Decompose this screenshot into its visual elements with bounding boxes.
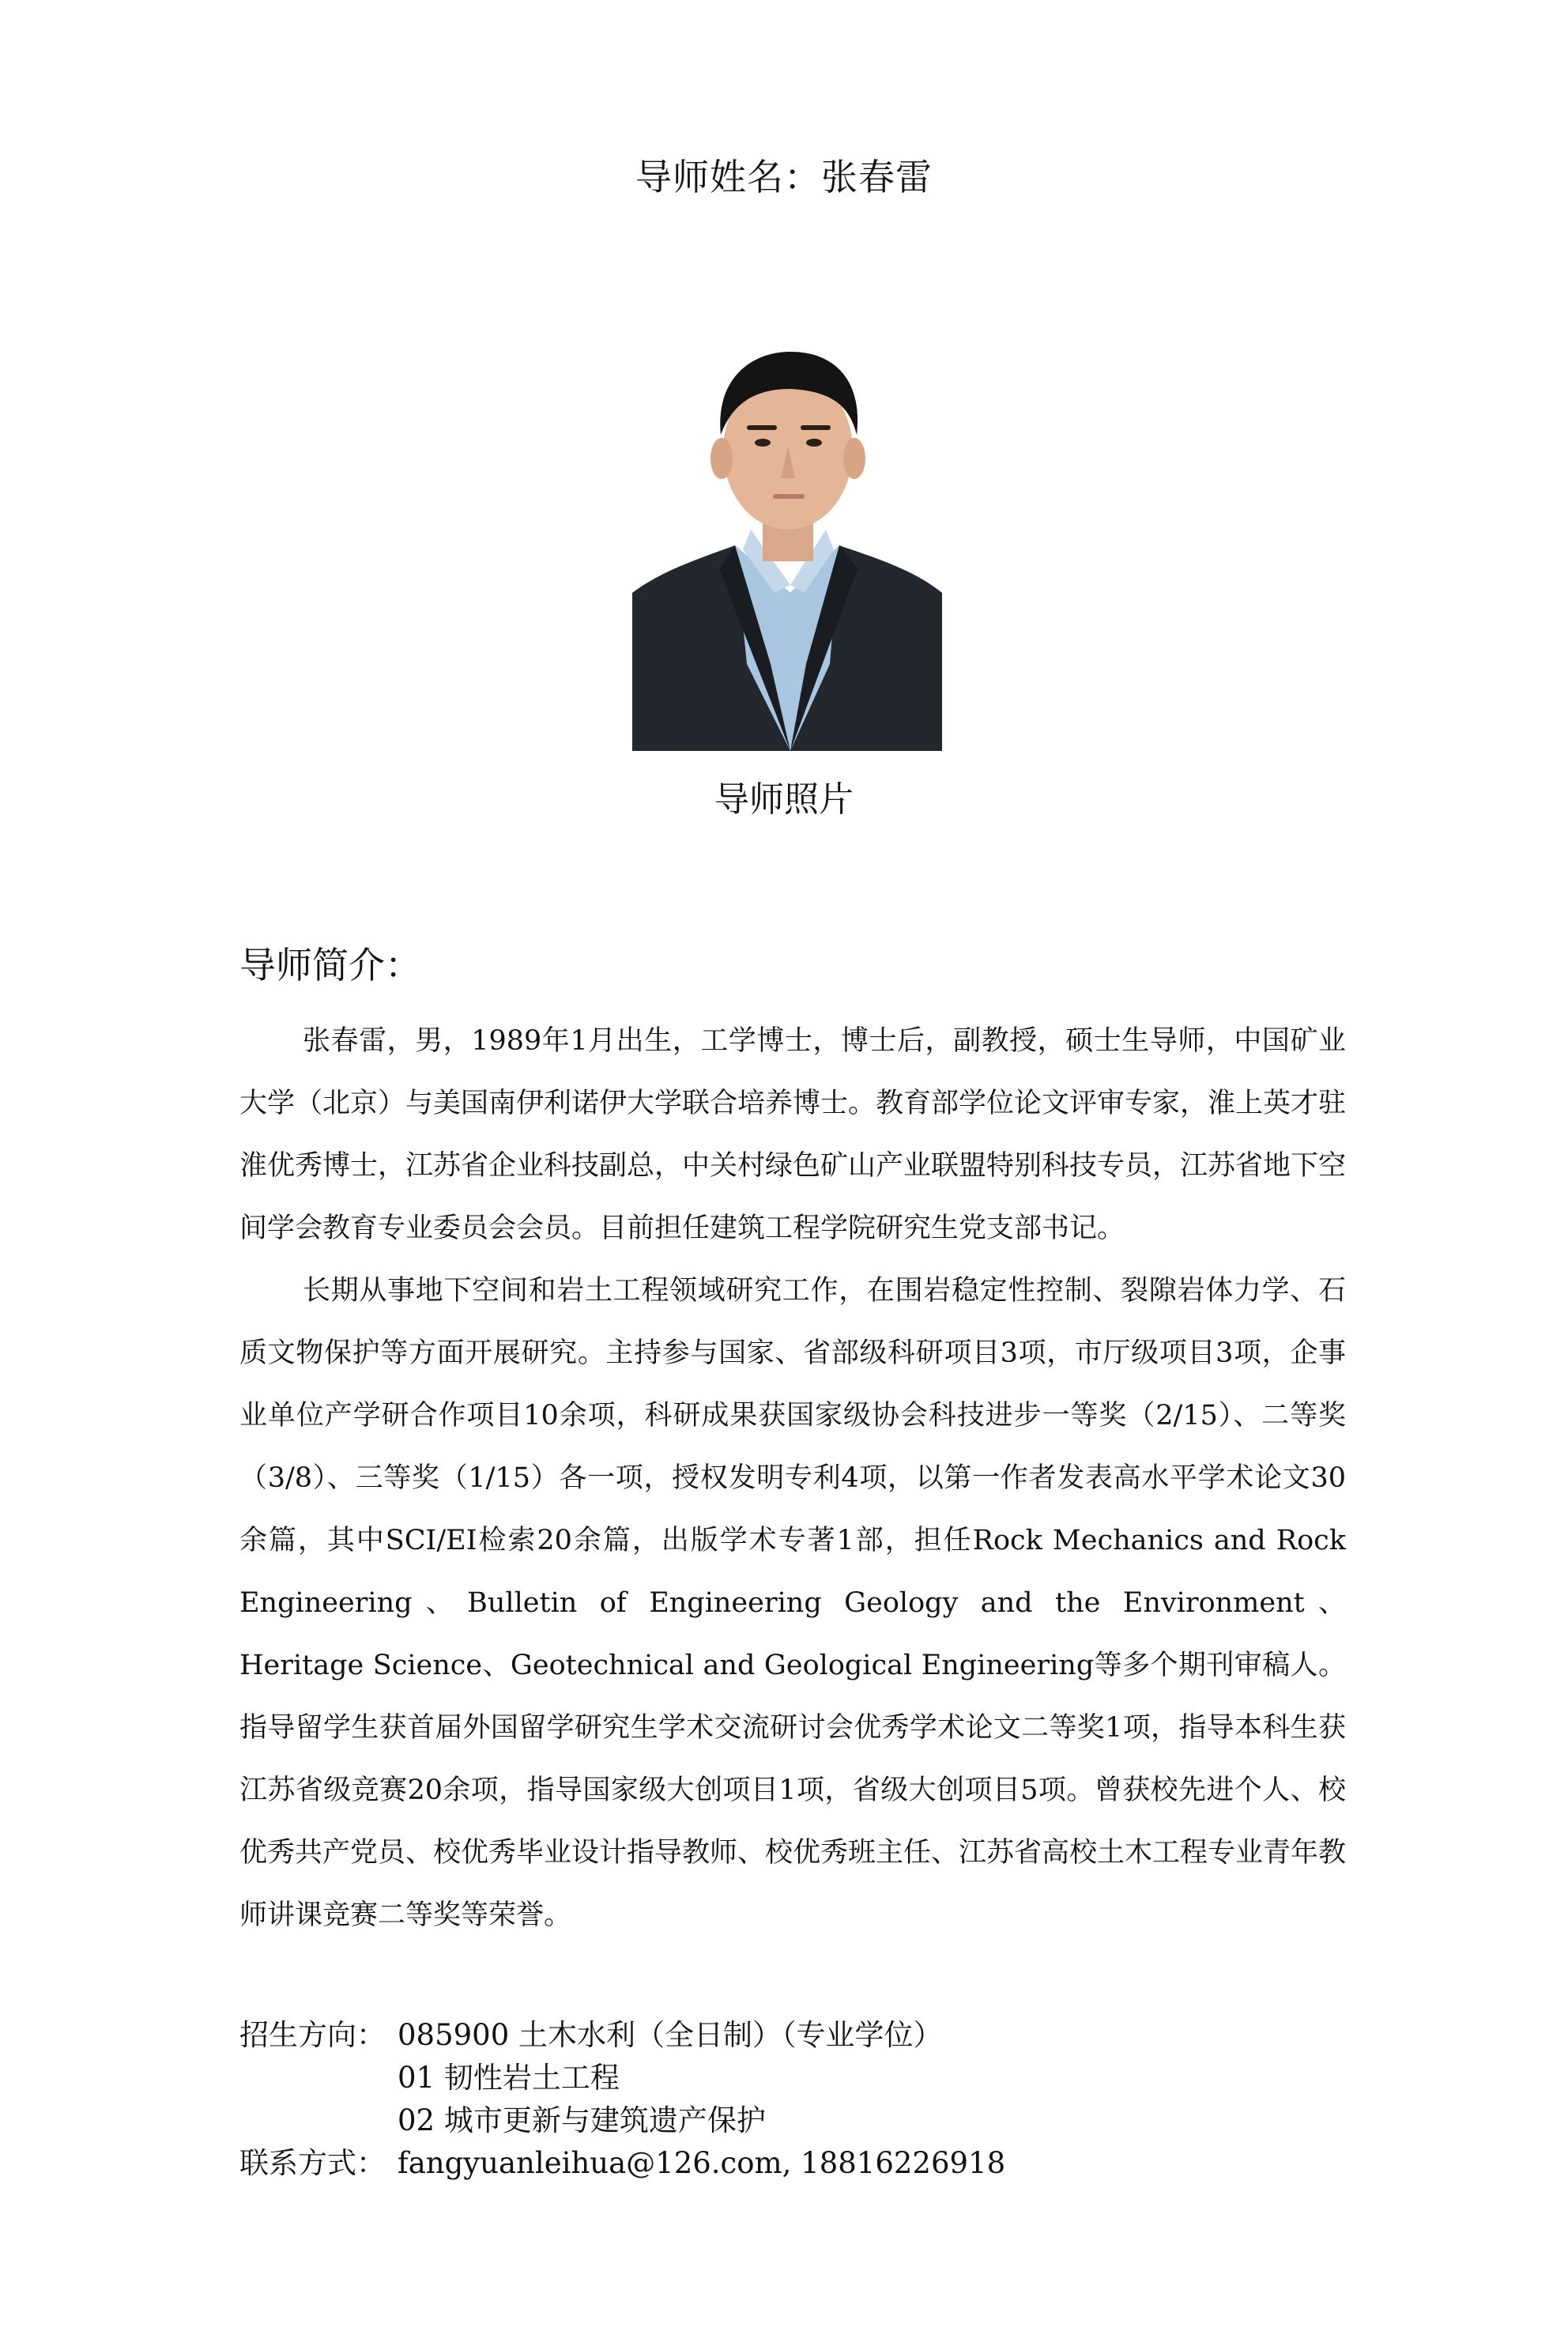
contact-value[interactable]: fangyuanleihua@126.com, 18816226918	[398, 2146, 1006, 2180]
recruitment-row	[239, 2014, 1346, 2057]
contact-row	[239, 2142, 1346, 2185]
intro-heading: 导师简介：	[239, 944, 421, 986]
direction-item: 02 城市更新与建筑遗产保护	[398, 2103, 766, 2137]
bio-paragraph: 长期从事地下空间和岩土工程领域研究工作，在围岩稳定性控制、裂隙岩体力学、石质文物保护等方面开展研究。主持参与国家、省部级科研项目3项，市厅级项目3项，企事业单位产学研合作项目10余项，科研成果获国家级协会科技进步一等奖（2/15）、二等奖（3/8）、三等奖（1/15）各一项，授权发明专利4项，以第一作者发表高水平学术论文30余篇，其中SCI/EI检索20余篇，出版学术专著1部，担任Rock Mechanics and Rock Engineering、Bulletin of Engineering Geology and the Environment、Heritage Science、Geotechnical and Geological Engineering等多个期刊审稿人。指导留学生获首届外国留学研究生学术交流研讨会优秀学术论文二等奖1项，指导本科生获江苏省级竞赛20余项，指导国家级大创项目1项，省级大创项目5项。曾获校先进个人、校优秀共产党员、校优秀毕业设计指导教师、校优秀班主任、江苏省高校土木工程专业青年教师讲课竞赛二等奖等荣誉。	[239, 1275, 1347, 1931]
direction-item: 01 韧性岩土工程	[398, 2061, 620, 2095]
contact-label: 联系方式：	[239, 2146, 386, 2180]
recruitment-program: 085900 土木水利（全日制）（专业学位）	[398, 2018, 943, 2052]
recruitment-label: 招生方向：	[239, 2018, 386, 2052]
photo-caption: 导师照片	[714, 779, 854, 820]
bio-paragraph: 张春雷，男，1989年1月出生，工学博士，博士后，副教授，硕士生导师，中国矿业大学（北京）与美国南伊利诺伊大学联合培养博士。教育部学位论文评审专家，淮上英才驻淮优秀博士，江苏省企业科技副总，中关村绿色矿山产业联盟特别科技专员，江苏省地下空间学会教育专业委员会会员。目前担任建筑工程学院研究生党支部书记。	[239, 1025, 1347, 1244]
page-title: 导师姓名：张春雷	[635, 156, 933, 198]
advisor-photo	[632, 332, 942, 751]
recruitment-info	[239, 2014, 1346, 2185]
biography	[239, 1010, 1346, 1947]
